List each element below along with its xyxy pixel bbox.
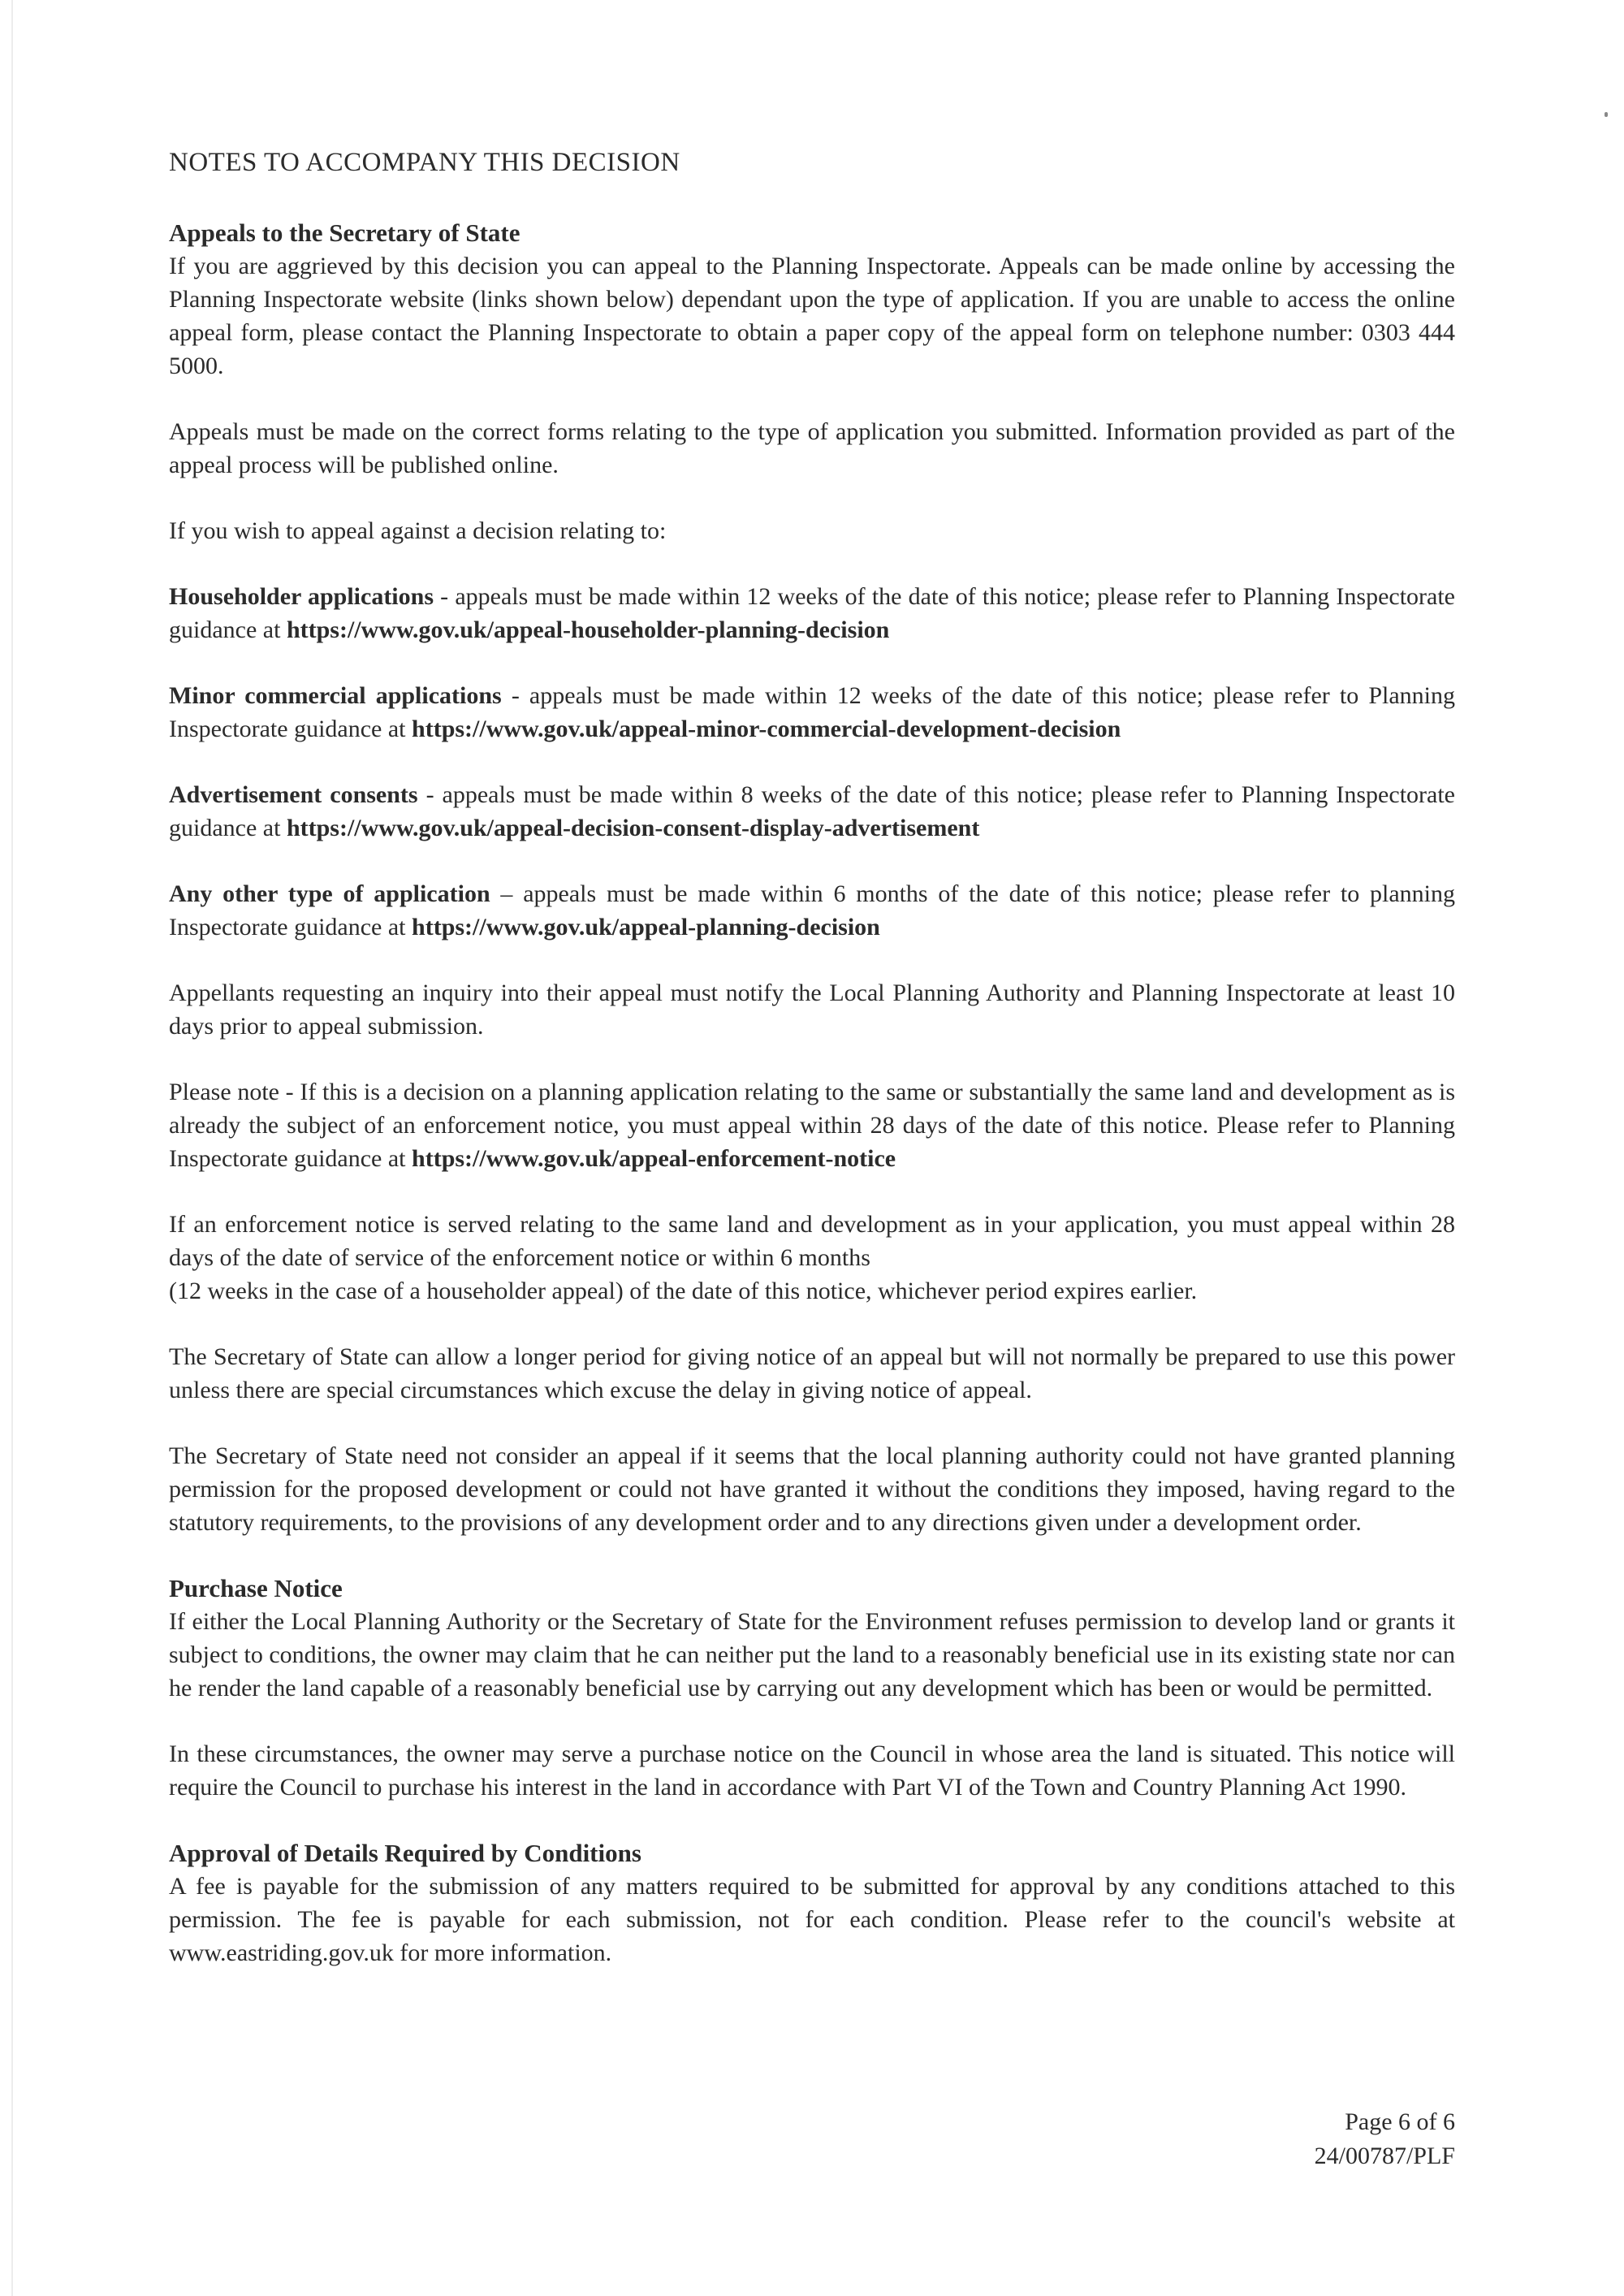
advertisement-text: - appeals must be made within 8 weeks of the date of this notice; please refer to Planning Inspectorate guidance at (169, 781, 1455, 841)
purchase-circumstances-paragraph: In these circumstances, the owner may serve a purchase notice on the Council in whose area the land is situated. This notice will require the Council to purchase his interest in the land in accordance with Part VI of the Town and Country Planning Act 1990. (169, 1740, 1455, 1801)
advertisement-paragraph (169, 778, 1455, 845)
minor-commercial-url-link[interactable]: https://www.gov.uk/appeal-minor-commercial-development-decision (412, 716, 1121, 742)
householder-lead: Householder applications (169, 583, 434, 610)
reference-number: 24/00787/PLF (1314, 2143, 1455, 2169)
appeals-intro-paragraph: If you are aggrieved by this decision you can appeal to the Planning Inspectorate. Appeals can be made online by accessing the Planning Inspectorate website (links shown below) dependant upon the type of application. If you are unable to access the online appeal form, please contact the Planning Inspectorate to obtain a paper copy of the appeal form on telephone number: 0303 444 5000. (169, 253, 1455, 379)
scan-edge-line (11, 0, 13, 2296)
page-title: NOTES TO ACCOMPANY THIS DECISION (169, 148, 680, 177)
minor-commercial-lead: Minor commercial applications (169, 682, 502, 709)
other-application-lead: Any other type of application (169, 880, 490, 907)
minor-commercial-text: - appeals must be made within 12 weeks of the date of this notice; please refer to Planning Inspectorate guidance at (169, 682, 1455, 742)
other-application-paragraph (169, 877, 1455, 944)
enforcement-note-paragraph (169, 1075, 1455, 1175)
enforcement-served-line1: If an enforcement notice is served relating to the same land and development as in your application, you must appeal within 28 days of the date of service of the enforcement notice or within 6 months (169, 1211, 1455, 1271)
page-footer (1315, 2105, 1455, 2173)
not-consider-paragraph: The Secretary of State need not consider an appeal if it seems that the local planning authority could not have granted planning permission for the proposed development or could not have granted it without the conditions they imposed, having regard to the statutory requirements, to the provisions of any development order and to any directions given under a development order. (169, 1442, 1455, 1536)
page-number: Page 6 of 6 (1345, 2108, 1455, 2135)
inquiry-paragraph: Appellants requesting an inquiry into their appeal must notify the Local Planning Authority and Planning Inspectorate at least 10 days prior to appeal submission. (169, 979, 1455, 1040)
other-application-text: – appeals must be made within 6 months of the date of this notice; please refer to planning Inspectorate guidance at (169, 880, 1455, 940)
enforcement-url-link[interactable]: https://www.gov.uk/appeal-enforcement-notice (412, 1145, 896, 1172)
document-body (169, 145, 1455, 2002)
purchase-notice-paragraph: If either the Local Planning Authority or the Secretary of State for the Environment refuses permission to develop land or grants it subject to conditions, the owner may claim that he can neither put the land to a reasonably beneficial use in its existing state nor can he render the land capable of a reasonably beneficial use by carrying out any development which has been or would be permitted. (169, 1608, 1455, 1701)
appeals-heading: Appeals to the Secretary of State (169, 218, 520, 247)
householder-text: - appeals must be made within 12 weeks of the date of this notice; please refer to Planning Inspectorate guidance at (169, 583, 1455, 643)
other-application-url-link[interactable]: https://www.gov.uk/appeal-planning-decision (412, 914, 880, 940)
approval-details-paragraph: A fee is payable for the submission of any matters required to be submitted for approval by any conditions attached to this permission. The fee is payable for each submission, not for each condition. Please refer to the council's website at www.eastriding.gov.uk for more information. (169, 1873, 1455, 1966)
purchase-notice-heading: Purchase Notice (169, 1574, 343, 1602)
advertisement-url-link[interactable]: https://www.gov.uk/appeal-decision-consent-display-advertisement (286, 815, 980, 841)
longer-period-paragraph: The Secretary of State can allow a longer period for giving notice of an appeal but will not normally be prepared to use this power unless there are special circumstances which excuse the delay in giving notice of appeal. (169, 1343, 1455, 1403)
scan-speck (1605, 112, 1608, 117)
enforcement-served-line2: (12 weeks in the case of a householder appeal) of the date of this notice, whichever period expires earlier. (169, 1278, 1198, 1304)
appeals-types-intro: If you wish to appeal against a decision relating to: (169, 517, 667, 544)
minor-commercial-paragraph (169, 679, 1455, 746)
householder-paragraph (169, 580, 1455, 646)
advertisement-lead: Advertisement consents (169, 781, 418, 808)
approval-details-heading: Approval of Details Required by Conditions (169, 1839, 641, 1867)
enforcement-served-paragraph (169, 1208, 1455, 1308)
enforcement-note-text: Please note - If this is a decision on a planning application relating to the same or substantially the same land and development as is already the subject of an enforcement notice, you must appeal within 28 days of the date of this notice. Please refer to Planning Inspectorate guidance at (169, 1079, 1455, 1172)
appeals-forms-paragraph: Appeals must be made on the correct forms relating to the type of application you submitted. Information provided as part of the appeal process will be published online. (169, 418, 1455, 478)
householder-url-link[interactable]: https://www.gov.uk/appeal-householder-planning-decision (286, 616, 890, 643)
